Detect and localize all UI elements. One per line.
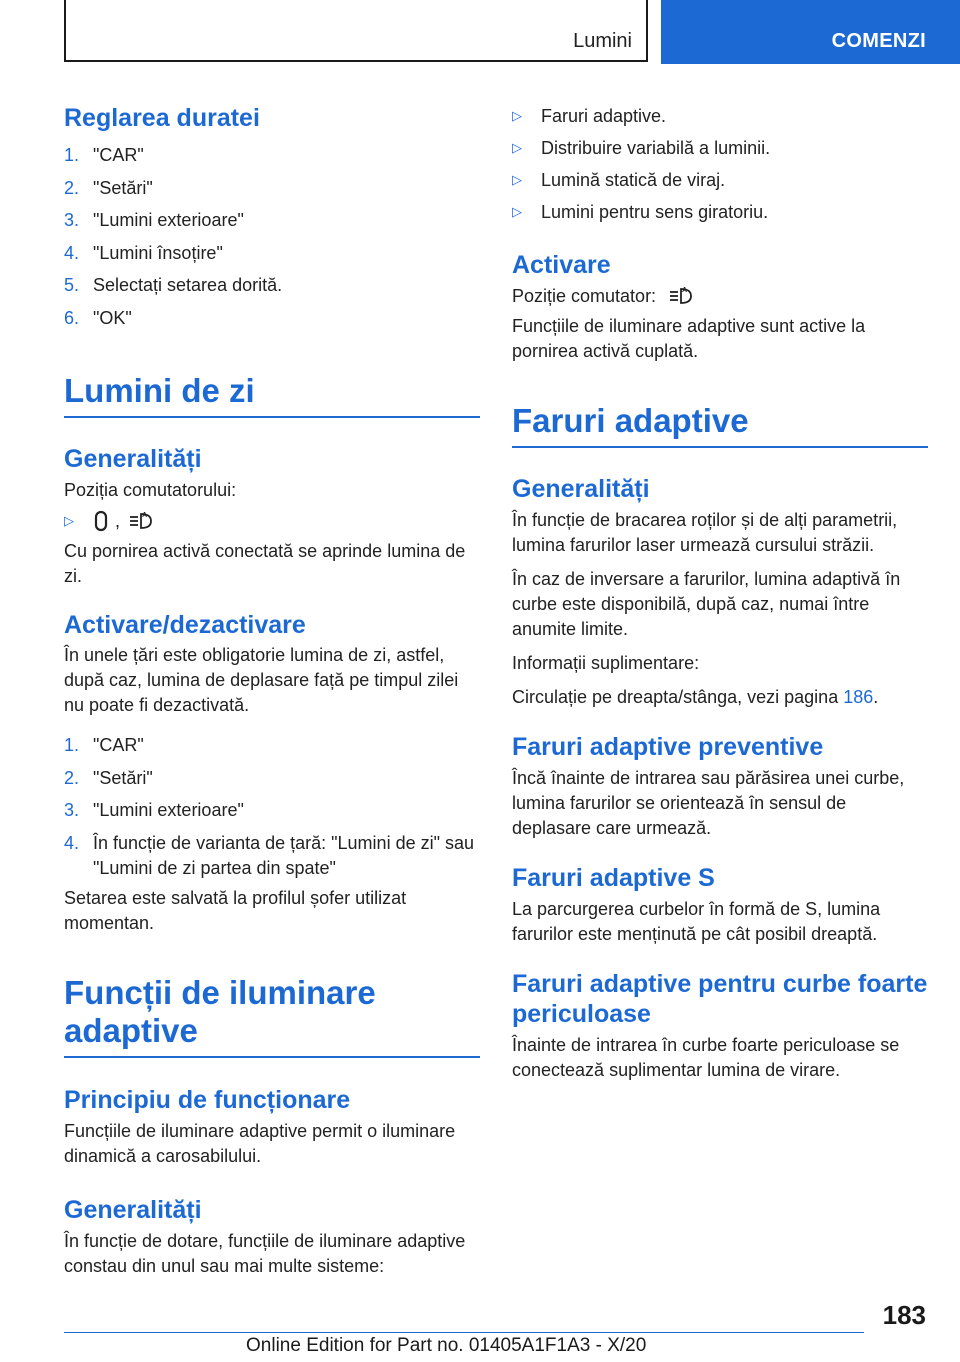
bullet-triangle-icon: ▷ bbox=[64, 513, 74, 528]
paragraph-additional-info: Informații suplimentare: bbox=[512, 653, 700, 673]
list-item: 4. "Lumini însoțire" bbox=[64, 242, 223, 263]
list-item: 1. "CAR" bbox=[64, 735, 144, 755]
automatic-headlight-icon bbox=[668, 285, 694, 307]
bullet-triangle-icon: ▷ bbox=[512, 204, 522, 219]
paragraph-dangerous-curves: Înainte de intrarea în curbe foarte periculoase se conectează suplimentar lumina de virare. bbox=[512, 1035, 900, 1080]
footer-edition: Online Edition for Part no. 01405A1F1A3 - X/20 bbox=[246, 1335, 647, 1356]
paragraph-s-curves: La parcurgerea curbelor în formă de S, lumina farurilor este menținută pe cât posibil dreaptă. bbox=[512, 899, 881, 944]
list-item: ▷ Distribuire variabilă a luminii. bbox=[512, 132, 928, 164]
svg-text:A: A bbox=[142, 512, 148, 519]
list-item: 2. "Setări" bbox=[64, 177, 153, 198]
header-chapter-title: COMENZI bbox=[831, 30, 926, 52]
heading-activare: Activare bbox=[512, 251, 611, 279]
list-item: ▷ Faruri adaptive. bbox=[512, 100, 928, 132]
switch-position-label: Poziția comutatorului: bbox=[64, 480, 237, 500]
list-item: 3. "Lumini exterioare" bbox=[64, 800, 244, 820]
page-link-186[interactable]: 186 bbox=[843, 687, 874, 707]
paragraph-wheel-steering: În funcție de bracarea roților și de alți parametrii, lumina farurilor laser urmează cursului străzii. bbox=[512, 510, 898, 555]
list-item: ▷ Lumini pentru sens giratoriu. bbox=[512, 196, 928, 228]
steps-activare bbox=[64, 729, 480, 883]
paragraph-systems-intro: În funcție de dotare, funcțiile de iluminare adaptive constau din unul sau mai multe sisteme: bbox=[64, 1230, 466, 1276]
page-number: 183 bbox=[882, 1300, 926, 1330]
heading-faruri-adaptive: Faruri adaptive bbox=[512, 402, 928, 448]
heading-generalitati-3: Generalități bbox=[512, 475, 650, 503]
footer-divider bbox=[64, 1332, 864, 1333]
steps-reglarea bbox=[64, 139, 480, 334]
svg-text:A: A bbox=[682, 287, 688, 294]
switch-position-icons: ▷ , A bbox=[64, 505, 480, 537]
heading-reglarea-duratei: Reglarea duratei bbox=[64, 104, 260, 132]
automatic-headlight-icon bbox=[128, 510, 154, 532]
header-section-title: Lumini bbox=[573, 30, 632, 52]
bullet-triangle-icon: ▷ bbox=[512, 108, 522, 123]
systems-list bbox=[512, 100, 928, 228]
bullet-triangle-icon: ▷ bbox=[512, 172, 522, 187]
list-item: 3. "Lumini exterioare" bbox=[64, 210, 244, 230]
light-off-switch-icon bbox=[93, 510, 109, 532]
heading-activare-dezactivare: Activare/dezactivare bbox=[64, 611, 306, 639]
paragraph-profile-saved: Setarea este salvată la profilul șofer utilizat momentan. bbox=[64, 887, 407, 933]
header-chapter-tab[interactable] bbox=[661, 0, 960, 64]
list-item: 6. "OK" bbox=[64, 307, 132, 328]
heading-functii-iluminare-adaptive: Funcții de iluminare adaptive bbox=[64, 974, 480, 1058]
list-item: 5. Selectați setarea dorită. bbox=[64, 275, 283, 295]
heading-faruri-adaptive-s: Faruri adaptive S bbox=[512, 864, 715, 892]
heading-generalitati-1: Generalități bbox=[64, 445, 202, 473]
paragraph-preventive: Încă înainte de intrarea sau părăsirea unei curbe, lumina farurilor se orientează în sensul de deplasare care urmează. bbox=[512, 768, 905, 838]
right-column bbox=[512, 100, 928, 1083]
paragraph-traffic-side: Circulație pe dreapta/stânga, vezi pagina 186. bbox=[512, 687, 879, 707]
paragraph-mandatory-daylight: În unele țări este obligatorie lumina de zi, astfel, după caz, lumina de deplasare față pe timpul zilei nu poate fi dezactivată. bbox=[64, 645, 459, 715]
left-column bbox=[64, 100, 480, 1279]
paragraph-adaptive-active: Funcțiile de iluminare adaptive sunt active la pornirea activă cuplată. bbox=[512, 316, 866, 361]
heading-faruri-adaptive-preventive: Faruri adaptive preventive bbox=[512, 733, 824, 761]
paragraph-daylight-activation: Cu pornirea activă conectată se aprinde lumina de zi. bbox=[64, 541, 466, 586]
paragraph-headlight-inversion: În caz de inversare a farurilor, lumina adaptivă în curbe este disponibilă, după caz, numai între anumite limite. bbox=[512, 569, 901, 639]
list-item: 1. "CAR" bbox=[64, 145, 144, 165]
heading-generalitati-2: Generalități bbox=[64, 1195, 202, 1224]
list-item: 4. În funcție de varianta de țară: "Lumini de zi" sau "Lumini de zi partea din spate" bbox=[64, 832, 474, 878]
heading-lumini-de-zi: Lumini de zi bbox=[64, 372, 480, 418]
list-item: ▷ Lumină statică de viraj. bbox=[512, 164, 928, 196]
list-item: 2. "Setări" bbox=[64, 767, 153, 788]
heading-faruri-curbe-periculoase: Faruri adaptive pentru curbe foarte periculoase bbox=[512, 970, 928, 1028]
header-section-box bbox=[64, 0, 648, 62]
heading-principiu-functionare: Principiu de funcționare bbox=[64, 1085, 351, 1114]
bullet-triangle-icon: ▷ bbox=[512, 140, 522, 155]
switch-position-row: Poziție comutator: A bbox=[512, 282, 928, 310]
paragraph-principiu: Funcțiile de iluminare adaptive permit o iluminare dinamică a carosabilului. bbox=[64, 1120, 456, 1166]
